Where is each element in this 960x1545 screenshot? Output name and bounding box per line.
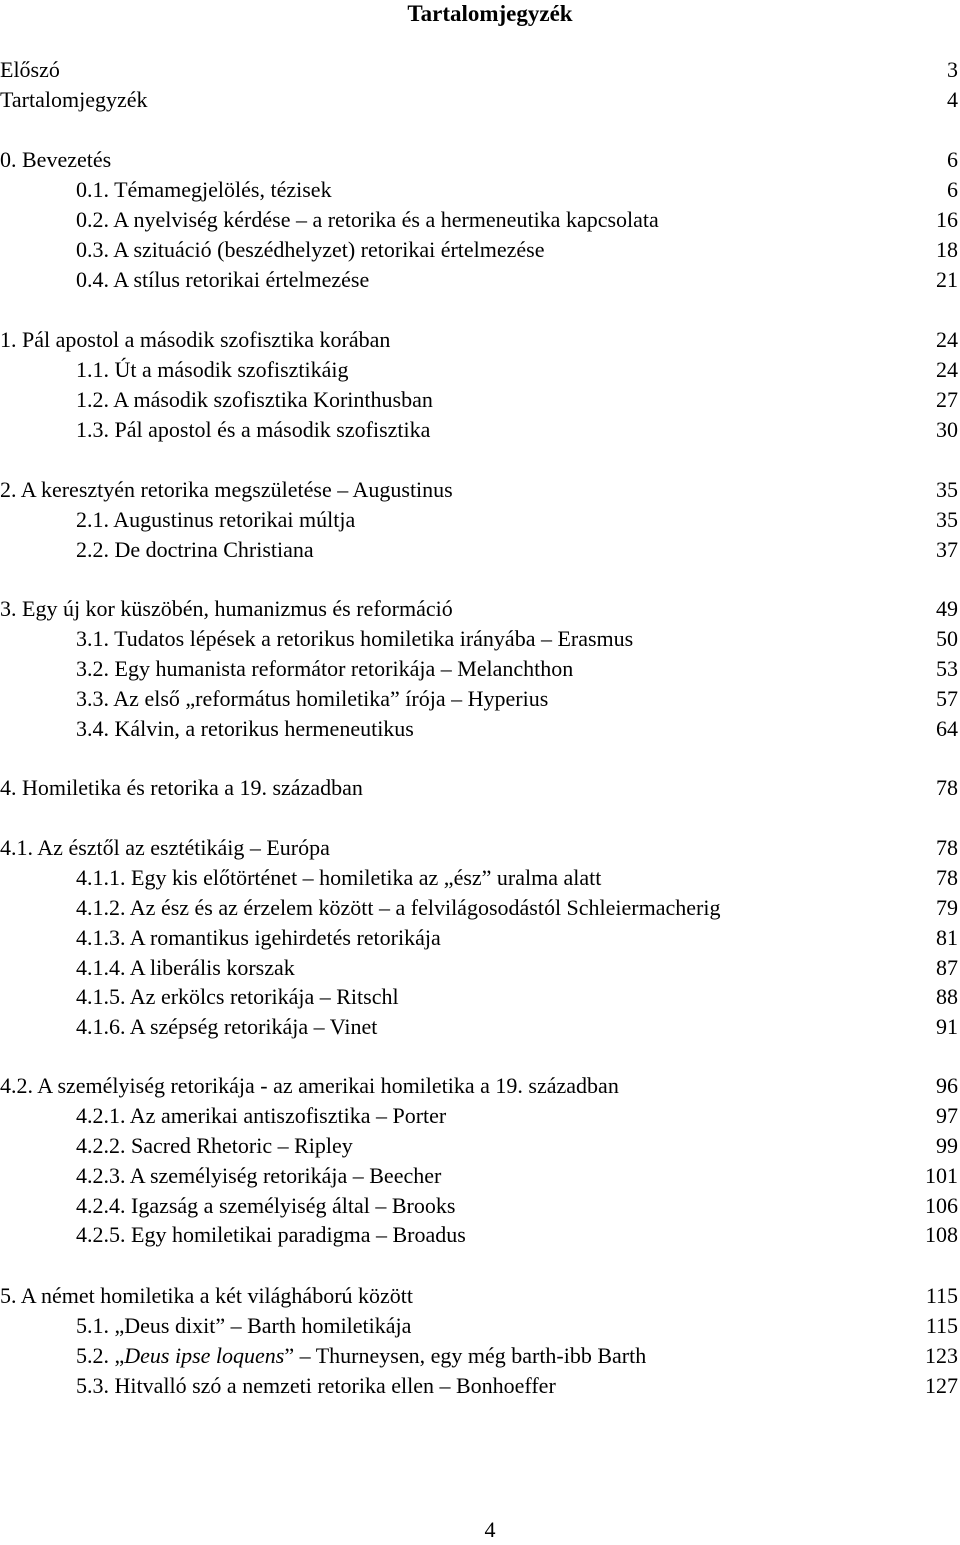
toc-entry-label: 5.3. Hitvalló szó a nemzeti retorika ellen – Bonhoeffer xyxy=(76,1373,556,1398)
toc-entry-page: 30 xyxy=(936,417,958,442)
toc-entry-page: 97 xyxy=(936,1103,958,1128)
toc-entry-chapter-1[interactable] xyxy=(0,325,960,355)
toc-entry-page: 81 xyxy=(936,925,958,950)
toc-entry-section[interactable] xyxy=(0,205,960,235)
toc-entry-chapter-0[interactable] xyxy=(0,145,960,175)
toc-entry-label-italic: Deus ipse loquens xyxy=(124,1343,285,1368)
toc-entry-page: 27 xyxy=(936,387,958,412)
toc-entry-page: 78 xyxy=(936,835,958,860)
toc-entry-page: 99 xyxy=(936,1133,958,1158)
toc-entry-chapter-2[interactable] xyxy=(0,475,960,505)
toc-entry-section[interactable] xyxy=(0,833,960,863)
toc-entry-subsection[interactable] xyxy=(0,1191,960,1221)
toc-entry-page: 4 xyxy=(947,87,958,112)
toc-entry-section[interactable] xyxy=(0,175,960,205)
toc-entry-preface[interactable] xyxy=(0,55,960,85)
toc-entry-label: 4.1.2. Az ész és az érzelem között – a felvilágosodástól Schleiermacherig xyxy=(76,895,721,920)
toc-entry-label: 5. A német homiletika a két világháború között xyxy=(0,1283,414,1308)
toc-entry-page: 6 xyxy=(947,147,958,172)
toc-entry-label: 2. A keresztyén retorika megszületése – Augustinus xyxy=(0,477,453,502)
toc-entry-page: 3 xyxy=(947,57,958,82)
toc-entry-page: 115 xyxy=(925,1313,958,1338)
toc-entry-label: 3. Egy új kor küszöbén, humanizmus és reformáció xyxy=(0,596,453,621)
toc-entry-section[interactable] xyxy=(0,624,960,654)
toc-entry-label: 4.1.5. Az erkölcs retorikája – Ritschl xyxy=(76,984,399,1009)
toc-entry-page: 49 xyxy=(936,596,958,621)
toc-entry-page: 57 xyxy=(936,686,958,711)
page-number: 4 xyxy=(484,1517,496,1542)
toc-entry-subsection[interactable] xyxy=(0,1101,960,1131)
toc-entry-contents[interactable] xyxy=(0,85,960,115)
toc-entry-subsection[interactable] xyxy=(0,1161,960,1191)
toc-entry-label: 4.2.2. Sacred Rhetoric – Ripley xyxy=(76,1133,353,1158)
toc-entry-section[interactable] xyxy=(0,415,960,445)
toc-entry-page: 53 xyxy=(936,656,958,681)
toc-entry-subsection[interactable] xyxy=(0,953,960,983)
toc-entry-subsection[interactable] xyxy=(0,1220,960,1250)
toc-entry-label: 0. Bevezetés xyxy=(0,147,112,172)
toc-entry-page: 35 xyxy=(936,477,958,502)
toc-entry-chapter-3[interactable] xyxy=(0,594,960,624)
toc-entry-label: 3.2. Egy humanista reformátor retorikája – Melanchthon xyxy=(76,656,574,681)
toc-entry-subsection[interactable] xyxy=(0,1012,960,1042)
toc-entry-label: 4.1.3. A romantikus igehirdetés retorikája xyxy=(76,925,441,950)
toc-entry-label: 4.2.3. A személyiség retorikája – Beecher xyxy=(76,1163,442,1188)
toc-entry-label xyxy=(76,1341,646,1371)
toc-entry-page: 108 xyxy=(925,1222,958,1247)
toc-entry-chapter-5[interactable] xyxy=(0,1281,960,1311)
toc-entry-section[interactable] xyxy=(0,684,960,714)
toc-entry-page: 96 xyxy=(936,1073,958,1098)
toc-entry-page: 101 xyxy=(925,1163,958,1188)
toc-entry-label: 2.1. Augustinus retorikai múltja xyxy=(76,507,356,532)
toc-entry-subsection[interactable] xyxy=(0,1131,960,1161)
toc-entry-page: 24 xyxy=(936,357,958,382)
toc-entry-label: 1.2. A második szofisztika Korinthusban xyxy=(76,387,433,412)
toc-entry-label: 0.4. A stílus retorikai értelmezése xyxy=(76,267,370,292)
toc-entry-subsection[interactable] xyxy=(0,893,960,923)
toc-entry-page: 6 xyxy=(947,177,958,202)
toc-entry-label: 0.2. A nyelviség kérdése – a retorika és a hermeneutika kapcsolata xyxy=(76,207,659,232)
toc-entry-subsection[interactable] xyxy=(0,923,960,953)
toc-entry-page: 50 xyxy=(936,626,958,651)
toc-entry-subsection[interactable] xyxy=(0,982,960,1012)
toc-entry-label: 1. Pál apostol a második szofisztika korában xyxy=(0,327,391,352)
toc-entry-label: Tartalomjegyzék xyxy=(0,87,148,112)
toc-entry-section[interactable] xyxy=(0,385,960,415)
toc-entry-page: 123 xyxy=(925,1343,958,1368)
toc-entry-label: 4.1. Az észtől az esztétikáig – Európa xyxy=(0,835,330,860)
toc-entry-page: 35 xyxy=(936,507,958,532)
toc-entry-label: 2.2. De doctrina Christiana xyxy=(76,537,314,562)
toc-entry-label: 3.4. Kálvin, a retorikus hermeneutikus xyxy=(76,716,414,741)
toc-entry-page: 115 xyxy=(925,1283,958,1308)
toc-entry-section[interactable] xyxy=(0,505,960,535)
toc-entry-page: 64 xyxy=(936,716,958,741)
toc-entry-label: 1.3. Pál apostol és a második szofisztika xyxy=(76,417,431,442)
toc-entry-section[interactable] xyxy=(0,535,960,565)
toc-entry-label: 4.2. A személyiség retorikája - az amerikai homiletika a 19. században xyxy=(0,1073,619,1098)
toc-entry-label: 1.1. Út a második szofisztikáig xyxy=(76,357,349,382)
toc-entry-label: 0.1. Témamegjelölés, tézisek xyxy=(76,177,332,202)
toc-entry-label: 4.1.6. A szépség retorikája – Vinet xyxy=(76,1014,378,1039)
toc-entry-page: 16 xyxy=(936,207,958,232)
toc-entry-label: 4.2.1. Az amerikai antiszofisztika – Porter xyxy=(76,1103,447,1128)
toc-entry-section[interactable] xyxy=(0,714,960,744)
toc-entry-section[interactable] xyxy=(0,654,960,684)
toc-entry-section[interactable] xyxy=(0,1371,960,1401)
toc-entry-page: 79 xyxy=(936,895,958,920)
toc-entry-subsection[interactable] xyxy=(0,863,960,893)
toc-entry-label: 3.3. Az első „református homiletika” írója – Hyperius xyxy=(76,686,549,711)
toc-entry-page: 91 xyxy=(936,1014,958,1039)
toc-entry-label: 4.2.5. Egy homiletikai paradigma – Broadus xyxy=(76,1222,466,1247)
toc-entry-page: 24 xyxy=(936,327,958,352)
toc-entry-page: 106 xyxy=(925,1193,958,1218)
toc-entry-label: 4.2.4. Igazság a személyiség által – Brooks xyxy=(76,1193,456,1218)
toc-entry-label-suffix: ” – Thurneysen, egy még barth-ibb Barth xyxy=(284,1343,647,1368)
toc-entry-section[interactable] xyxy=(0,235,960,265)
toc-entry-page: 78 xyxy=(936,865,958,890)
toc-entry-page: 37 xyxy=(936,537,958,562)
toc-entry-label: Előszó xyxy=(0,57,60,82)
toc-entry-page: 18 xyxy=(936,237,958,262)
toc-entry-section[interactable] xyxy=(0,265,960,295)
toc-entry-label: 4. Homiletika és retorika a 19. században xyxy=(0,775,363,800)
toc-entry-page: 87 xyxy=(936,955,958,980)
toc-entry-label: 4.1.1. Egy kis előtörténet – homiletika az „ész” uralma alatt xyxy=(76,865,602,890)
toc-entry-label: 3.1. Tudatos lépések a retorikus homiletika irányába – Erasmus xyxy=(76,626,634,651)
toc-entry-label: 5.1. „Deus dixit” – Barth homiletikája xyxy=(76,1313,412,1338)
toc-entry-label: 4.1.4. A liberális korszak xyxy=(76,955,295,980)
toc-entry-page: 88 xyxy=(936,984,958,1009)
toc-entry-label-prefix: 5.2. „ xyxy=(76,1343,125,1368)
toc-entry-page: 21 xyxy=(936,267,958,292)
page-title: Tartalomjegyzék xyxy=(407,1,573,26)
toc-entry-section[interactable] xyxy=(0,1071,960,1101)
toc-entry-label: 0.3. A szituáció (beszédhelyzet) retorikai értelmezése xyxy=(76,237,545,262)
toc-entry-chapter-4[interactable] xyxy=(0,773,960,803)
toc-entry-page: 78 xyxy=(936,775,958,800)
toc-entry-section[interactable] xyxy=(0,355,960,385)
toc-entry-section[interactable] xyxy=(0,1341,960,1371)
toc-entry-page: 127 xyxy=(925,1373,958,1398)
toc-entry-section[interactable] xyxy=(0,1311,960,1341)
